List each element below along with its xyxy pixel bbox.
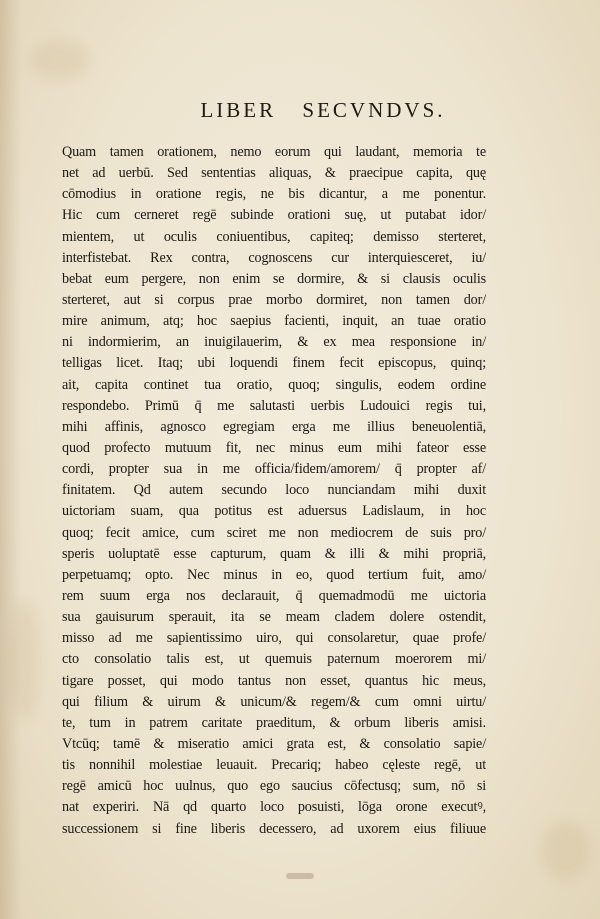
text-line: quoq; fecit amice, cum sciret me non mediocrem de suis pro/ [62,524,486,541]
text-line: tis nonnihil molestiae leuauit. Precariq; habeo cęleste regē, ut [62,757,486,774]
text-line: mire animum, atq; hoc saepius facienti, inquit, an tuae oratio [62,313,486,330]
text-line: Quam tamen orationem, nemo eorum qui laudant, memoria te [62,144,486,160]
paper-stain [10,600,40,720]
paper-stain [30,40,90,80]
paper-stain [540,820,590,880]
text-line: bebat eum pergere, non enim se dormire, & si clausis oculis [62,270,486,287]
text-line: te, tum in patrem caritate praeditum, & orbum liberis amisi. [62,714,486,731]
text-line: ait, capita continet tua oratio, quoq; singulis, eodem ordine [62,376,486,393]
text-line: cōmodius in oratione regis, ne bis dicantur, a me ponentur. [62,186,486,203]
text-line: mientem, ut oculis coniuentibus, capiteq; demisso sterteret, [62,228,486,245]
text-line: cordi, propter sua in me officia/fidem/amorem/ q̄ propter af/ [62,461,486,478]
text-line: quod profecto mutuum fit, nec minus eum mihi fateor esse [62,439,486,456]
text-line: regē amicū hoc uulnus, quo ego saucius cōfectusq; sum, nō si [62,778,486,795]
text-line: qui filium & uirum & unicum/& regem/& cum omni uirtu/ [62,693,486,710]
text-line: ni indormierim, an inuigilauerim, & ex mea responsione in/ [62,334,486,351]
text-line: Vtcūq; tamē & miseratio amici grata est, & consolatio sapie/ [62,735,486,752]
text-line: sterteret, aut si corpus prae morbo dormiret, non tamen dor/ [62,291,486,308]
text-line: uictoriam suam, qua potitus est aduersus Ladislaum, in hoc [62,503,486,520]
text-line: net ad uerbū. Sed sententias aliquas, & praecipue capita, quę [62,165,486,182]
text-line: tigare posset, qui modo tantus non esset, quantus hic meus, [62,672,486,689]
text-line: speris uoluptatē esse capturum, quam & illi & mihi propriā, [62,545,486,562]
running-heading [0,98,600,123]
text-line: successionem si fine liberis decessero, ad uxorem eius filiuue [62,820,486,837]
text-line: respondebo. Primū q̄ me salutasti uerbis Ludouici regis tui, [62,397,486,414]
text-line: finitatem. Qd autem secundo loco nunciandam mihi duxit [62,482,486,499]
text-line: Hic cum cerneret regē subinde orationi suę, ut putabat idor/ [62,207,486,224]
body-text [62,142,486,840]
heading-word-secundus: SECVNDVS. [302,98,446,122]
text-line: rem suum erga nos declarauit, q̄ quemadmodū me uictoria [62,587,486,604]
text-line: cto consolatio talis est, ut quemuis paternum moerorem mi/ [62,651,486,668]
heading-word-liber: LIBER [200,98,277,122]
text-line: misso ad me sapientissimo uiro, qui consolaretur, quae profe/ [62,630,486,647]
text-line: mihi affinis, agnosco egregiam erga me illius beneuolentiā, [62,418,486,435]
faded-page-mark [286,873,314,879]
text-line: sua gauisurum sperauit, ita se meam cladem dolere ostendit, [62,609,486,626]
text-line: perpetuamq; opto. Nec minus in eo, quod tertium fuit, amo/ [62,566,486,583]
text-line: telligas licet. Itaq; ubi loquendi finem fecit episcopus, quinq; [62,355,486,372]
page-gutter-shadow [0,0,22,919]
text-line: nat experiri. Nā qd quarto loco posuisti, lōga orone executꝰ, [62,799,486,816]
text-line: interfistebat. Rex contra, cognoscens cur interquiesceret, iu/ [62,249,486,266]
